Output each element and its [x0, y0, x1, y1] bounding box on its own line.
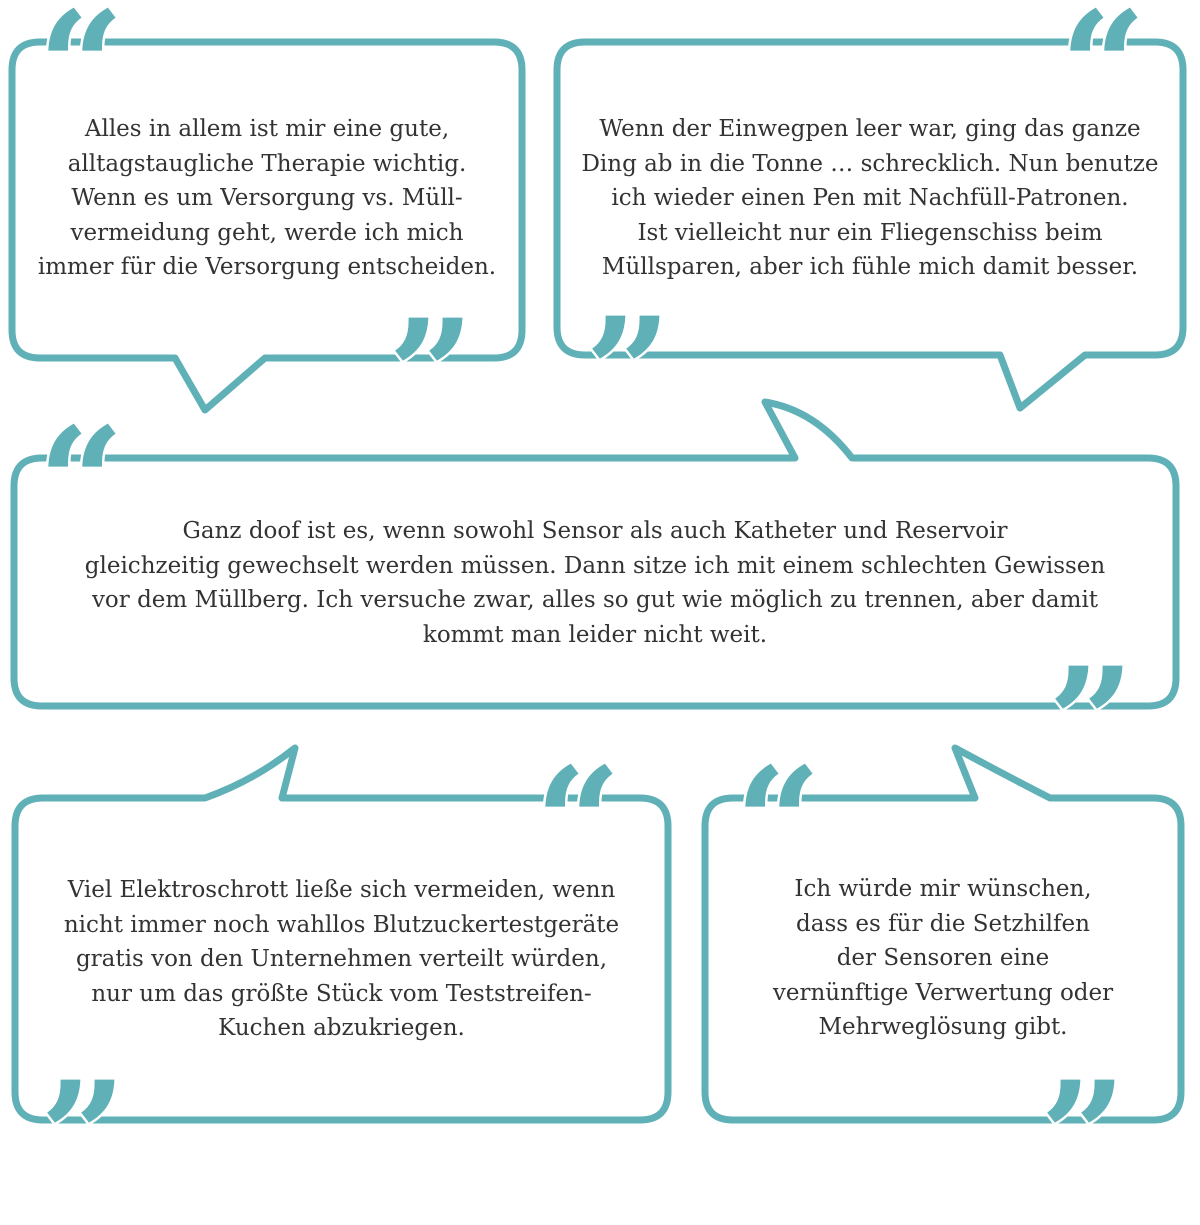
quote-line: Wenn der Einwegpen leer war, ging das ganze [599, 116, 1141, 142]
quote-line: alltagstaugliche Therapie wichtig. [67, 150, 467, 177]
quote-line: Ding ab in die Tonne … schrecklich. Nun benutze [581, 150, 1159, 177]
quote-line: Alles in allem ist mir eine gute, [84, 116, 450, 142]
quote-line: Kuchen abzukriegen. [218, 1015, 465, 1041]
quote-line: Wenn es um Versorgung vs. Müll- [71, 185, 463, 211]
quote-line: kommt man leider nicht weit. [422, 621, 768, 648]
open-quote-icon: “ [535, 735, 622, 911]
quote-line: ich wieder einen Pen mit Nachfüll-Patronen. [611, 185, 1129, 211]
open-quote-icon: “ [735, 735, 822, 911]
quote-line: Mehrweglösung gibt. [818, 1014, 1068, 1040]
quote-line: vermeidung geht, werde ich mich [70, 219, 464, 246]
quote-text-1 [17, 112, 517, 285]
quote-line: gratis von den Unternehmen verteilt würden, [75, 946, 608, 972]
quote-text-3 [19, 514, 1171, 652]
quote-line: immer für die Versorgung entscheiden. [37, 254, 497, 280]
close-quote-icon: ” [1048, 635, 1135, 811]
quote-line: nur um das größte Stück vom Teststreifen- [91, 980, 592, 1007]
quote-line: vor dem Müllberg. Ich versuche zwar, alles so gut wie möglich zu trennen, aber damit [91, 587, 1099, 613]
quote-line: dass es für die Setzhilfen [796, 910, 1090, 937]
close-quote-icon: ” [388, 287, 475, 463]
quote-line: nicht immer noch wahllos Blutzuckertestgeräte [63, 911, 620, 938]
quote-line: vernünftige Verwertung oder [772, 979, 1114, 1006]
quote-line: Ist vielleicht nur ein Fliegenschiss beim [637, 219, 1103, 246]
close-quote-icon: ” [585, 285, 672, 461]
quote-line: Ganz doof ist es, wenn sowohl Sensor als auch Katheter und Reservoir [182, 518, 1008, 544]
quote-text-2 [562, 112, 1178, 285]
quote-line: gleichzeitig gewechselt werden müssen. Dann sitze ich mit einem schlechten Gewissen [84, 552, 1106, 579]
open-quote-icon: “ [1060, 0, 1147, 155]
quote-line: Müllsparen, aber ich fühle mich damit besser. [601, 254, 1139, 280]
open-quote-icon: “ [38, 395, 125, 571]
quote-text-4 [20, 873, 663, 1046]
close-quote-icon: ” [40, 1049, 127, 1225]
quote-line: der Sensoren eine [836, 945, 1050, 971]
quote-line: Viel Elektroschrott ließe sich vermeiden, wenn [67, 877, 616, 903]
open-quote-icon: “ [38, 0, 125, 155]
quote-text-5 [710, 872, 1176, 1045]
quote-line: Ich würde mir wünschen, [794, 876, 1092, 902]
close-quote-icon: ” [1040, 1049, 1127, 1225]
